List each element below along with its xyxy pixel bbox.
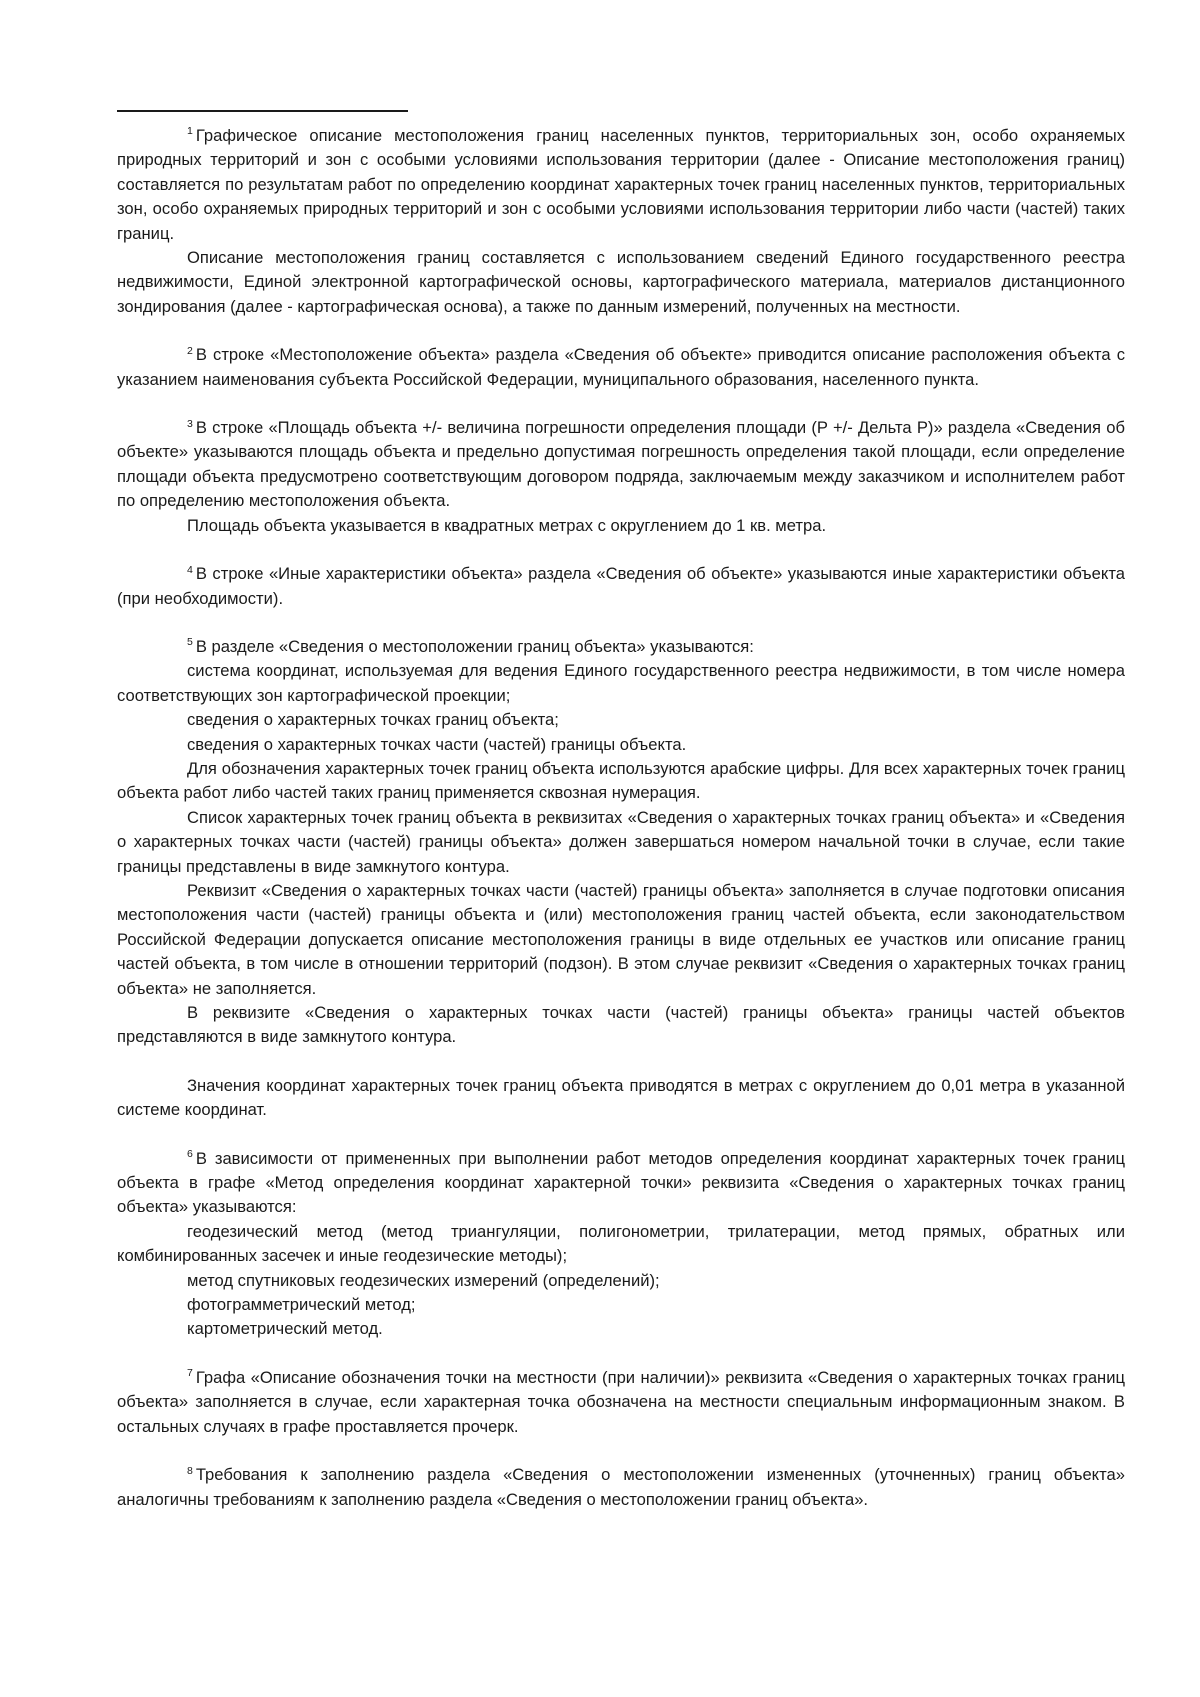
footnote-3-paragraph-2: Площадь объекта указывается в квадратных метрах с округлением до 1 кв. метра. xyxy=(187,515,827,535)
footnote-1-marker: 1 xyxy=(187,125,193,138)
footnote-2-text-1: В строке «Местоположение объекта» раздела «Сведения об объекте» приводится описание расположения объекта с указанием наименования субъекта Российской Федерации, муниципального образования, населенного пункта. xyxy=(117,345,1125,389)
footnote-4-paragraph-1 xyxy=(117,562,1125,611)
footnote-3-paragraph-1 xyxy=(117,416,1125,514)
footnote-separator xyxy=(117,110,408,112)
footnote-6-paragraph-3: метод спутниковых геодезических измерений (определений); xyxy=(187,1270,660,1290)
footnote-5-paragraph-4: сведения о характерных точках части (частей) границы объекта. xyxy=(187,734,687,754)
footnote-1-paragraph-2: Описание местоположения границ составляется с использованием сведений Единого государственного реестра недвижимости, Единой электронной картографической основы, картографического материала, материалов дистанционного зондирования (далее - картографическая основа), а также по данным измерений, полученных на местности. xyxy=(117,248,1125,316)
footnote-2-marker: 2 xyxy=(187,344,193,357)
footnote-7-paragraph-1 xyxy=(117,1366,1125,1439)
footnote-6-paragraph-5: картометрический метод. xyxy=(187,1319,383,1339)
footnote-5-paragraph-3: сведения о характерных точках границ объекта; xyxy=(187,710,559,730)
footnote-5-paragraph-6: Список характерных точек границ объекта в реквизитах «Сведения о характерных точках границ объекта» и «Сведения о характерных точках части (частей) границы объекта» должен завершаться номером начальной точки в случае, если такие границы представлены в виде замкнутого контура. xyxy=(117,807,1125,876)
footnote-4-text-1: В строке «Иные характеристики объекта» раздела «Сведения об объекте» указываются иные характеристики объекта (при необходимости). xyxy=(117,564,1125,608)
footnote-6-paragraph-4: фотограмметрический метод; xyxy=(187,1295,416,1315)
footnote-3-marker: 3 xyxy=(187,417,193,430)
footnote-8-text-1: Требования к заполнению раздела «Сведения о местоположении измененных (уточненных) границ объекта» аналогичны требованиям к заполнению раздела «Сведения о местоположении границ объекта». xyxy=(117,1465,1125,1509)
footnote-5-paragraph-2: система координат, используемая для ведения Единого государственного реестра недвижимости, в том числе номера соответствующих зон картографической проекции; xyxy=(117,661,1125,705)
footnote-1-text-1: Графическое описание местоположения границ населенных пунктов, территориальных зон, особо охраняемых природных территорий и зон с особыми условиями использования территории (далее - Описание местоположения границ) составляется по результатам работ по определению координат характерных точек границ населенных пунктов, территориальных зон, особо охраняемых природных территорий и зон с особыми условиями использования территории либо части (частей) таких границ. xyxy=(117,126,1125,243)
footnote-2-paragraph-1 xyxy=(117,343,1125,392)
footnote-5-paragraph-extra: Значения координат характерных точек границ объекта приводятся в метрах с округлением до 0,01 метра в указанной системе координат. xyxy=(117,1075,1125,1120)
footnote-5-paragraph-1 xyxy=(117,635,1125,659)
footnote-6-text-1: В зависимости от примененных при выполнении работ методов определения координат характерных точек границ объекта в графе «Метод определения координат характерной точки» реквизита «Сведения о характерных точках границ объекта» указываются: xyxy=(117,1148,1125,1217)
footnote-6-paragraph-2: геодезический метод (метод триангуляции, полигонометрии, трилатерации, метод прямых, обратных или комбинированных засечек и иные геодезические методы); xyxy=(117,1221,1125,1266)
footnote-7-marker: 7 xyxy=(187,1367,193,1380)
footnotes xyxy=(117,124,1125,1512)
footnote-6-paragraph-1 xyxy=(117,1147,1125,1220)
footnote-5-paragraph-8: В реквизите «Сведения о характерных точках части (частей) границы объекта» границы частей объектов представляются в виде замкнутого контура. xyxy=(117,1003,1125,1047)
footnote-8-paragraph-1 xyxy=(117,1463,1125,1512)
footnote-5-paragraph-5: Для обозначения характерных точек границ объекта используются арабские цифры. Для всех характерных точек границ объекта работ либо частей таких границ применяется сквозная нумерация. xyxy=(117,758,1125,803)
footnote-5-paragraph-7: Реквизит «Сведения о характерных точках части (частей) границы объекта» заполняется в случае подготовки описания местоположения части (частей) границы объекта и (или) местоположения границ частей объекта, если законодательством Российской Федерации допускается описание местоположения границы в виде отдельных ее участков или описание границ частей объекта, в том числе в отношении территорий (подзон). В этом случае реквизит «Сведения о характерных точках границ объекта» не заполняется. xyxy=(117,880,1125,998)
footnote-3-text-1: В строке «Площадь объекта +/- величина погрешности определения площади (P +/- Дельта P)» раздела «Сведения об объекте» указываются площадь объекта и предельно допустимая погрешность определения такой площади, если определение площади объекта предусмотрено соответствующим договором подряда, заключаемым между заказчиком и исполнителем работ по определению местоположения объекта. xyxy=(117,418,1125,511)
footnote-5-text-1: В разделе «Сведения о местоположении границ объекта» указываются: xyxy=(195,636,754,656)
footnote-1-paragraph-1 xyxy=(117,124,1125,246)
footnote-8-marker: 8 xyxy=(187,1464,193,1477)
footnote-5-marker: 5 xyxy=(187,636,193,649)
footnote-7-text-1: Графа «Описание обозначения точки на местности (при наличии)» реквизита «Сведения о характерных точках границ объекта» заполняется в случае, если характерная точка обозначена на местности специальным информационным знаком. В остальных случаях в графе проставляется прочерк. xyxy=(117,1367,1125,1436)
footnote-6-marker: 6 xyxy=(187,1148,193,1161)
footnote-4-marker: 4 xyxy=(187,563,193,576)
